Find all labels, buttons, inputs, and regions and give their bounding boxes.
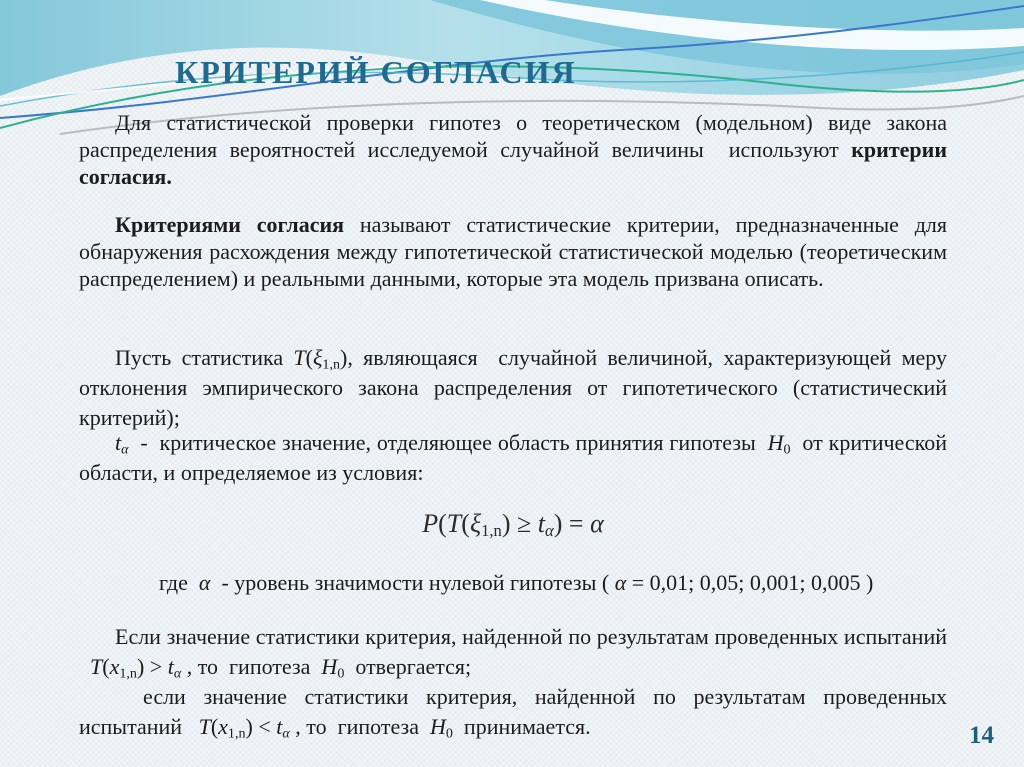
paragraph-intro: Для статистической проверки гипотез о теоретическом (модельном) виде закона распределения вероятностей исследуемой случайной величины используют критерии согласия.: [79, 110, 947, 189]
page-number: 14: [969, 722, 994, 749]
formula-alpha-condition: $P(T(\xi_{1,n}) \ge t\alpha) = \alpha$: [422, 509, 604, 541]
paragraph-definition: Критериями согласия называют статистические критерии, предназначенные для обнаружения расхождения между гипотетической статистической моделью (теоретическим распределением) и реальными данными, которые эта модель призвана описать.: [79, 212, 948, 291]
paragraph-significance-level: где α - уровень значимости нулевой гипотезы ( α = 0,01; 0,05; 0,001; 0,005 ): [159, 570, 874, 595]
paragraph-accept-rule: если значение статистики критерия, найденной по результатам проведенных испытаний $T(x_{1,n}) < t\alpha$ , то гипотеза $H_0$ принимается.: [79, 684, 947, 742]
paragraph-statistic: Пусть статистика $T(\xi_{1,n})$, являющаяся случайной величиной, характеризующей меру отклонения эмпирического закона распределения от гипотетического (статистический критерий);: [79, 345, 947, 430]
paragraph-critical-value: tα - критическое значение, отделяющее область принятия гипотезы $H_0$ от критической области, и определяемое из условия:: [79, 430, 947, 485]
paragraph-reject-rule: Если значение статистики критерия, найденной по результатам проведенных испытаний $T(x_{1,n}) > t\alpha$ , то гипотеза $H_0$ отвергается;: [79, 624, 947, 682]
slide-title: КРИТЕРИЙ СОГЛАСИЯ: [175, 54, 577, 90]
